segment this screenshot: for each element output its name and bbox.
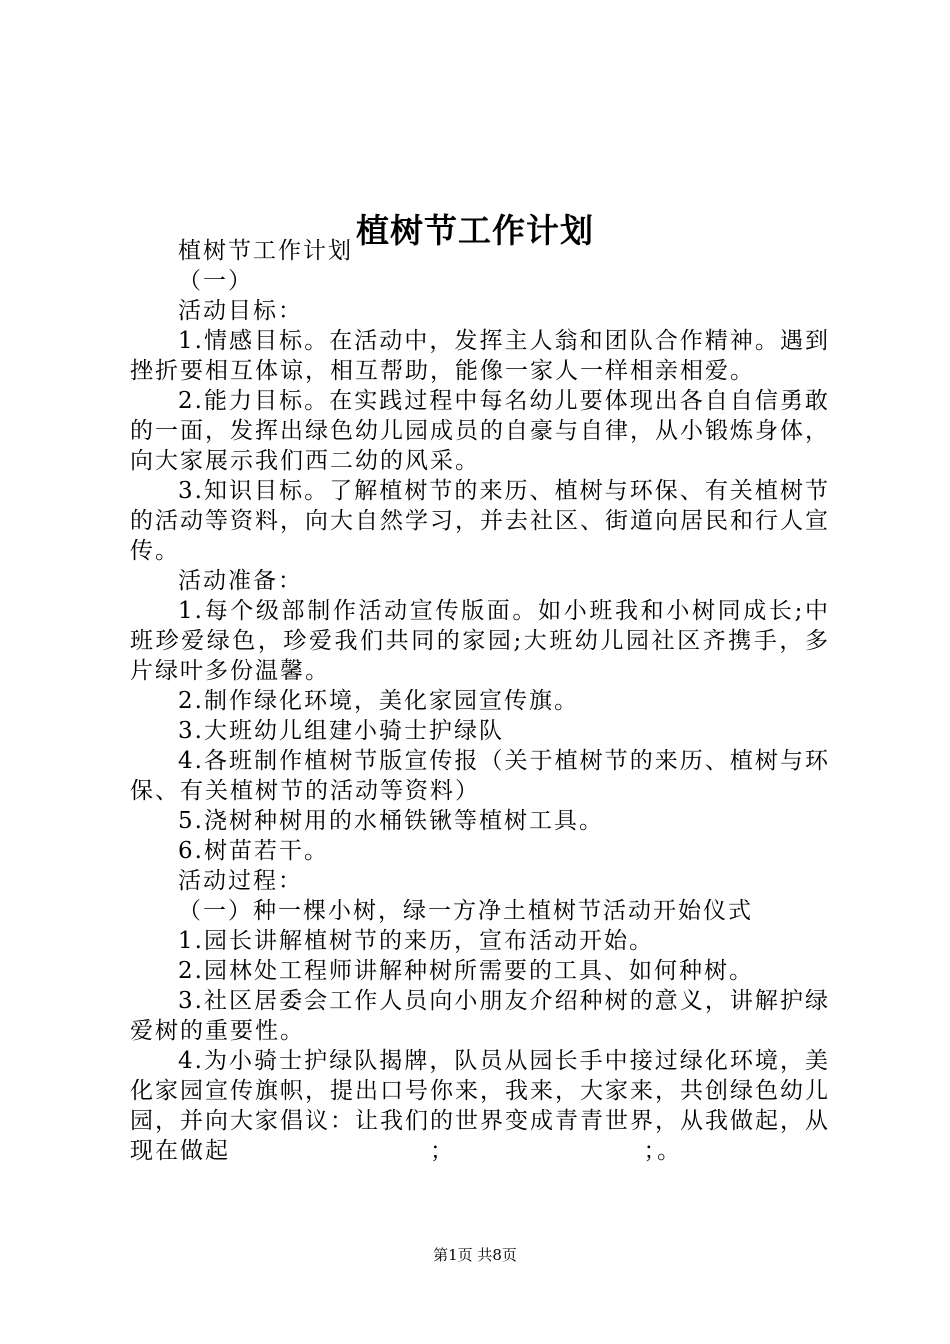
document-body [130,236,830,1166]
paragraph-section-number: （一） [178,268,253,294]
paragraph-prep-5: 5.浇树种树用的水桶铁锹等植树工具。 [178,808,604,834]
paragraph-process-3: 3.社区居委会工作人员向小朋友介绍种树的意义，讲解护绿爱树的重要性。 [130,988,830,1044]
paragraph-process-2: 2.园林处工程师讲解种树所需要的工具、如何种树。 [178,958,754,984]
paragraph-heading-preparation: 活动准备： [178,568,303,594]
document-title: 植树节工作计划 [356,211,594,251]
paragraph-process-1: 1.园长讲解植树节的来历，宣布活动开始。 [178,928,654,954]
paragraph-subtitle: 植树节工作计划 [178,238,353,264]
paragraph-heading-goals: 活动目标： [178,298,303,324]
paragraph-prep-6: 6.树苗若干。 [178,838,329,864]
paragraph-goal-ability: 2.能力目标。在实践过程中每名幼儿要体现出各自自信勇敢的一面，发挥出绿色幼儿园成员的自豪与自律，从小锻炼身体，向大家展示我们西二幼的风采。 [130,388,830,474]
page-footer: 第1页 共8页 [433,1246,517,1264]
paragraph-heading-process: 活动过程： [178,868,303,894]
paragraph-prep-2: 2.制作绿化环境，美化家园宣传旗。 [178,688,579,714]
paragraph-process-section-1: （一）种一棵小树，绿一方净土植树节活动开始仪式 [178,898,753,924]
paragraph-prep-4: 4.各班制作植树节版宣传报（关于植树节的来历、植树与环保、有关植树节的活动等资料） [130,748,830,804]
paragraph-goal-emotion: 1.情感目标。在活动中，发挥主人翁和团队合作精神。遇到挫折要相互体谅，相互帮助，能像一家人一样相亲相爱。 [130,328,830,384]
paragraph-process-4: 4.为小骑士护绿队揭牌，队员从园长手中接过绿化环境，美化家园宣传旗帜，提出口号你来，我来，大家来，共创绿色幼儿园，并向大家倡议：让我们的世界变成青青世界，从我做起，从现在做起 ； ；。 [130,1048,830,1164]
paragraph-goal-knowledge: 3.知识目标。了解植树节的来历、植树与环保、有关植树节的活动等资料，向大自然学习，并去社区、街道向居民和行人宣传。 [130,478,830,564]
paragraph-prep-1: 1.每个级部制作活动宣传版面。如小班我和小树同成长;中班珍爱绿色，珍爱我们共同的家园;大班幼儿园社区齐携手，多片绿叶多份温馨。 [130,598,830,684]
paragraph-prep-3: 3.大班幼儿组建小骑士护绿队 [178,718,504,744]
